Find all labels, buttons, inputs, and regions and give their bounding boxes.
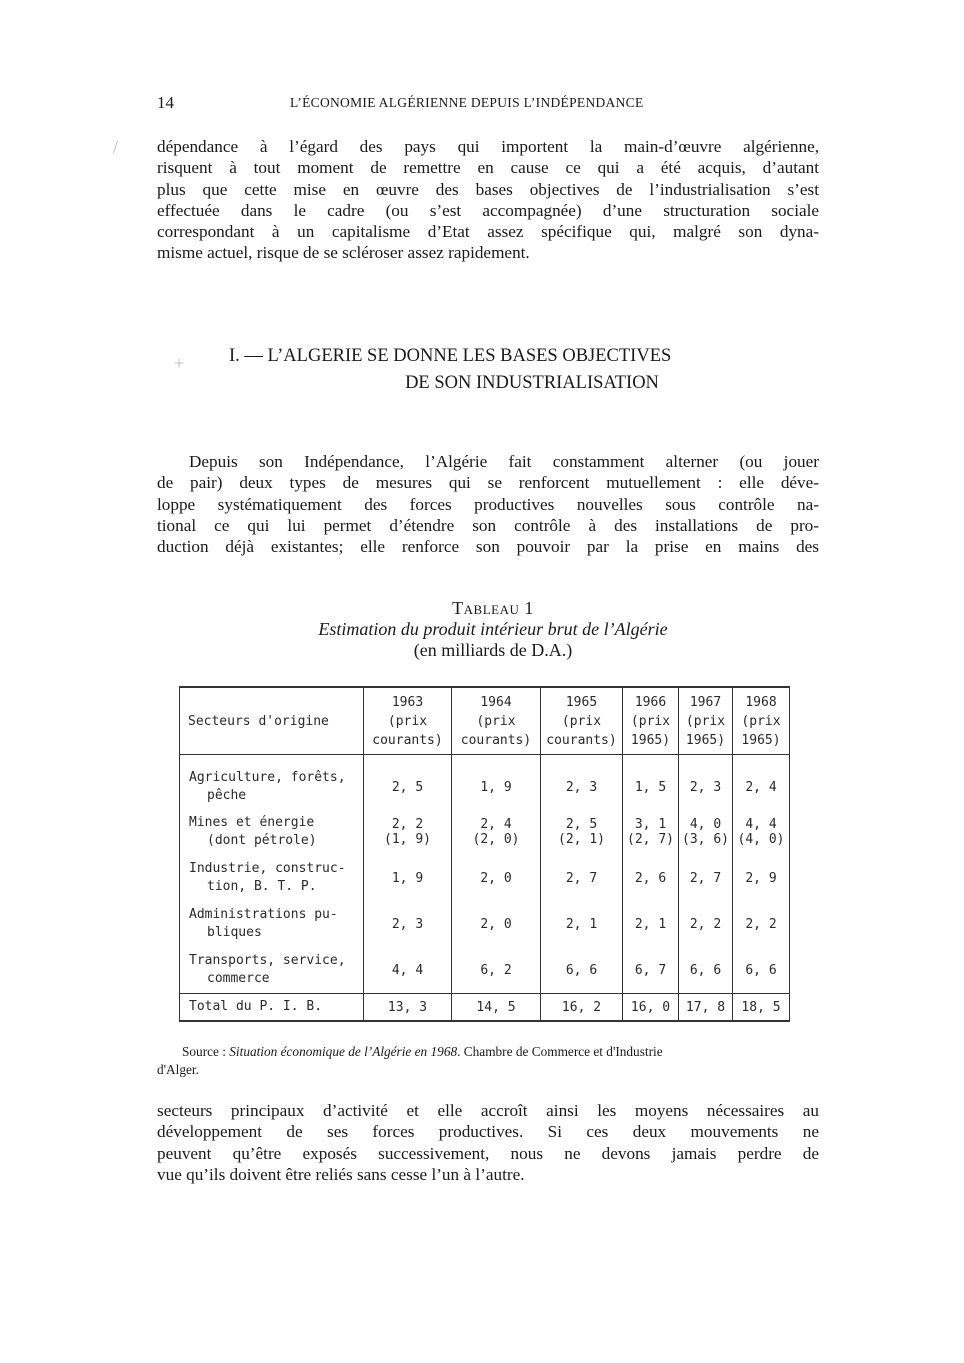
table-row: [180, 947, 790, 994]
total-value-cell: 18, 5: [733, 994, 790, 1022]
value-cell: 4, 4 (4, 0): [733, 809, 790, 855]
text-line: Depuis son Indépendance, l’Algérie fait constamment alterner (ou jouer: [189, 452, 819, 471]
text-line: risquent à tout moment de remettre en cause ce qui a été acquis, d’autant: [157, 158, 819, 178]
section-heading: [157, 343, 877, 397]
total-label: Total du P. I. B.: [180, 994, 364, 1022]
text-line: loppe systématiquement des forces productives nouvelles sous contrôle na-: [157, 494, 819, 514]
gdp-table: [179, 686, 790, 1022]
margin-annotation-cross: +: [174, 353, 185, 373]
table-caption: Estimation du produit intérieur brut de l’Algérie: [318, 619, 668, 639]
source-title: Situation économique de l’Algérie en 1968: [229, 1044, 458, 1059]
total-value-cell: 17, 8: [679, 994, 733, 1022]
source-publisher: . Chambre de Commerce et d'Industrie: [457, 1044, 663, 1059]
value-cell: 2, 3: [679, 755, 733, 810]
text-line: de pair) deux types de mesures qui se renforcent mutuellement : elle déve-: [157, 473, 819, 493]
value-cell: 6, 6: [541, 947, 623, 994]
value-cell: 2, 4 (2, 0): [452, 809, 541, 855]
total-value-cell: 16, 2: [541, 994, 623, 1022]
text-line: duction déjà existantes; elle renforce son pouvoir par la prise en mains des: [157, 537, 819, 557]
value-cell: 2, 5 (2, 1): [541, 809, 623, 855]
page-number: 14: [157, 93, 174, 112]
margin-annotation-slash: /: [113, 137, 119, 157]
table-header-row: [180, 687, 790, 755]
value-cell: 1, 9: [452, 755, 541, 810]
value-cell: 2, 1: [623, 901, 679, 947]
paragraph-2: [157, 451, 819, 557]
table-label: Tableau 1: [452, 598, 534, 618]
text-line: vue qu’ils doivent être reliés sans cesse l’un à l’autre.: [157, 1164, 525, 1184]
value-cell: 2, 2: [733, 901, 790, 947]
value-cell: 1, 5: [623, 755, 679, 810]
header-sector: Secteurs d'origine: [180, 687, 364, 755]
table-unit: (en milliards de D.A.): [413, 640, 573, 660]
value-cell: 6, 2: [452, 947, 541, 994]
table-row: [180, 809, 790, 855]
value-cell: 2, 7: [541, 855, 623, 901]
sector-label: Administrations pu- bliques: [180, 901, 364, 947]
value-cell: 2, 3: [364, 901, 452, 947]
value-cell: 2, 0: [452, 901, 541, 947]
value-cell: 2, 7: [679, 855, 733, 901]
text-line: correspondant à un capitalisme d’Etat assez spécifique qui, malgré son dyna-: [157, 222, 819, 242]
text-line: dépendance à l’égard des pays qui importent la main-d’œuvre algérienne,: [157, 137, 819, 156]
header-year: 1964 (prix courants): [452, 687, 541, 755]
value-cell: 3, 1 (2, 7): [623, 809, 679, 855]
value-cell: 2, 2 (1, 9): [364, 809, 452, 855]
value-cell: 6, 6: [733, 947, 790, 994]
source-prefix: Source :: [182, 1044, 230, 1059]
sector-label: Mines et énergie (dont pétrole): [180, 809, 364, 855]
value-cell: 4, 0 (3, 6): [679, 809, 733, 855]
text-line: tional ce qui lui permet d’étendre son contrôle à des installations de pro-: [157, 515, 819, 535]
table-title: [250, 598, 736, 661]
header-year: 1968 (prix 1965): [733, 687, 790, 755]
header-year: 1963 (prix courants): [364, 687, 452, 755]
value-cell: 2, 6: [623, 855, 679, 901]
value-cell: 6, 7: [623, 947, 679, 994]
sector-label: Agriculture, forêts, pêche: [180, 755, 364, 810]
table-source: [157, 1043, 819, 1079]
text-line: misme actuel, risque de se scléroser assez rapidement.: [157, 243, 530, 263]
section-heading-line-2: DE SON INDUSTRIALISATION: [405, 373, 659, 393]
section-heading-line-1: I. — L’ALGERIE SE DONNE LES BASES OBJECTIVES: [229, 346, 672, 366]
table-row: [180, 901, 790, 947]
source-publisher-cont: d'Alger.: [157, 1062, 199, 1077]
table-row: [180, 755, 790, 810]
table-row: [180, 855, 790, 901]
value-cell: 4, 4: [364, 947, 452, 994]
value-cell: 2, 3: [541, 755, 623, 810]
paragraph-3: [157, 1100, 819, 1185]
value-cell: 1, 9: [364, 855, 452, 901]
total-value-cell: 16, 0: [623, 994, 679, 1022]
value-cell: 2, 2: [679, 901, 733, 947]
text-line: peuvent qu’être exposés successivement, nous ne devons jamais perdre de: [157, 1143, 819, 1163]
text-line: effectuée dans le cadre (ou s’est accompagnée) d’une structuration sociale: [157, 200, 819, 220]
header-year: 1967 (prix 1965): [679, 687, 733, 755]
text-line: plus que cette mise en œuvre des bases objectives de l’industrialisation s’est: [157, 179, 819, 199]
header-year: 1965 (prix courants): [541, 687, 623, 755]
value-cell: 6, 6: [679, 947, 733, 994]
total-row: [180, 994, 790, 1022]
value-cell: 2, 4: [733, 755, 790, 810]
sector-label: Industrie, construc- tion, B. T. P.: [180, 855, 364, 901]
header-year: 1966 (prix 1965): [623, 687, 679, 755]
value-cell: 2, 1: [541, 901, 623, 947]
total-value-cell: 13, 3: [364, 994, 452, 1022]
value-cell: 2, 5: [364, 755, 452, 810]
total-value-cell: 14, 5: [452, 994, 541, 1022]
text-line: développement de ses forces productives. Si ces deux mouvements ne: [157, 1122, 819, 1142]
value-cell: 2, 9: [733, 855, 790, 901]
sector-label: Transports, service, commerce: [180, 947, 364, 994]
text-line: secteurs principaux d’activité et elle accroît ainsi les moyens nécessaires au: [157, 1101, 819, 1120]
paragraph-1: [157, 136, 819, 264]
value-cell: 2, 0: [452, 855, 541, 901]
running-title: L’ÉCONOMIE ALGÉRIENNE DEPUIS L’INDÉPENDANCE: [290, 95, 644, 110]
